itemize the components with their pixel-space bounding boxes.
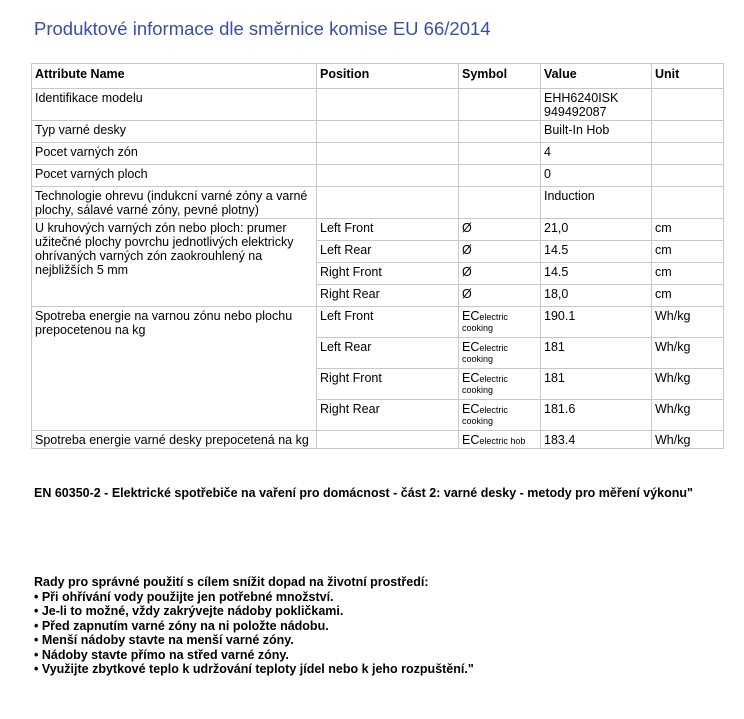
cell-value: 183.4 <box>541 431 652 449</box>
table-row <box>32 143 724 165</box>
cell-value: 181 <box>541 369 652 400</box>
list-item: • Nádoby stavte přímo na střed varné zóny. <box>34 647 289 662</box>
cell-position: Right Rear <box>317 400 459 431</box>
list-item: • Před zapnutím varné zóny na ni položte nádobu. <box>34 618 329 633</box>
page-title: Produktové informace dle směrnice komise EU 66/2014 <box>34 18 491 39</box>
cell-unit: cm <box>652 219 724 241</box>
cell-position: Right Rear <box>317 285 459 307</box>
product-info-table <box>31 63 724 449</box>
cell-unit: cm <box>652 285 724 307</box>
cell-position: Left Rear <box>317 338 459 369</box>
cell-unit: Wh/kg <box>652 400 724 431</box>
cell-symbol <box>459 307 541 338</box>
usage-tips <box>34 575 474 677</box>
attribute-label: Typ varné desky <box>32 121 317 143</box>
cell-symbol: Ø <box>459 263 541 285</box>
model-name: EHH6240ISK <box>544 91 619 105</box>
cell-position: Right Front <box>317 369 459 400</box>
symbol-sub: electric <box>479 312 508 322</box>
symbol-sub: cooking <box>462 385 494 395</box>
cell-unit: cm <box>652 241 724 263</box>
symbol-ec: EC <box>462 340 480 354</box>
cell-symbol <box>459 431 541 449</box>
model-value <box>541 89 652 121</box>
table-row <box>32 431 724 449</box>
attribute-label: Pocet varných ploch <box>32 165 317 187</box>
cell-position: Left Front <box>317 307 459 338</box>
cell-value: Induction <box>541 187 652 219</box>
cell-value: 181 <box>541 338 652 369</box>
cell-symbol: Ø <box>459 285 541 307</box>
cell-symbol: Ø <box>459 241 541 263</box>
cell-unit: Wh/kg <box>652 307 724 338</box>
table-row <box>32 187 724 219</box>
header-position: Position <box>317 64 459 89</box>
cell-value: 4 <box>541 143 652 165</box>
symbol-ec: EC <box>462 371 480 385</box>
symbol-sub: cooking <box>462 354 494 364</box>
cell-unit: cm <box>652 263 724 285</box>
table-row <box>32 165 724 187</box>
table-row <box>32 89 724 121</box>
cell-value: 18,0 <box>541 285 652 307</box>
symbol-ec: EC <box>462 402 480 416</box>
cell-position: Left Rear <box>317 241 459 263</box>
attribute-label: Spotreba energie na varnou zónu nebo plochu prepocetenou na kg <box>32 307 317 431</box>
attribute-label: Pocet varných zón <box>32 143 317 165</box>
symbol-sub: electric <box>479 405 508 415</box>
header-symbol: Symbol <box>459 64 541 89</box>
cell-symbol: Ø <box>459 219 541 241</box>
cell-unit: Wh/kg <box>652 369 724 400</box>
table-header-row <box>32 64 724 89</box>
attribute-label: U kruhových varných zón nebo ploch: prumer užitečné plochy povrchu jednotlivých elektricky ohrívaných varných zón zaokrouhlený na nejbližších 5 mm <box>32 219 317 307</box>
symbol-sub: electric <box>479 374 508 384</box>
cell-value: 21,0 <box>541 219 652 241</box>
cell-value: 190.1 <box>541 307 652 338</box>
list-item: • Využijte zbytkové teplo k udržování teploty jídel nebo k jeho rozpuštění." <box>34 662 474 676</box>
cell-symbol <box>459 400 541 431</box>
cell-unit: Wh/kg <box>652 338 724 369</box>
cell-value: 14.5 <box>541 241 652 263</box>
symbol-sub: electric hob <box>479 436 526 446</box>
attribute-label: Technologie ohrevu (indukcní varné zóny a varné plochy, sálavé varné zóny, pevné plotny) <box>32 187 317 219</box>
list-item: • Menší nádoby stavte na menší varné zóny. <box>34 633 294 647</box>
tips-heading: Rady pro správné použití s cílem snížit dopad na životní prostředí: <box>34 575 429 589</box>
cell-value: Built-In Hob <box>541 121 652 143</box>
list-item: • Je-li to možné, vždy zakrývejte nádoby pokličkami. <box>34 604 344 618</box>
list-item: • Při ohřívání vody použijte jen potřebné množství. <box>34 589 334 604</box>
symbol-sub: cooking <box>462 323 494 333</box>
cell-position: Right Front <box>317 263 459 285</box>
cell-position: Left Front <box>317 219 459 241</box>
cell-value: 0 <box>541 165 652 187</box>
cell-unit: Wh/kg <box>652 431 724 449</box>
model-number: 949492087 <box>544 105 607 119</box>
cell-symbol <box>459 338 541 369</box>
table-row <box>32 121 724 143</box>
standard-reference: EN 60350-2 - Elektrické spotřebiče na vaření pro domácnost - část 2: varné desky - metody pro měření výkonu" <box>34 486 693 500</box>
symbol-ec: EC <box>462 433 480 447</box>
symbol-ec: EC <box>462 309 480 323</box>
attribute-label: Identifikace modelu <box>32 89 317 121</box>
attribute-label: Spotreba energie varné desky prepocetená na kg <box>32 431 317 449</box>
header-unit: Unit <box>652 64 724 89</box>
cell-value: 14.5 <box>541 263 652 285</box>
header-attribute-name: Attribute Name <box>32 64 317 89</box>
table-row <box>32 219 724 241</box>
header-value: Value <box>541 64 652 89</box>
table-row <box>32 307 724 338</box>
cell-value: 181.6 <box>541 400 652 431</box>
symbol-sub: cooking <box>462 416 494 426</box>
cell-symbol <box>459 369 541 400</box>
symbol-sub: electric <box>479 343 508 353</box>
